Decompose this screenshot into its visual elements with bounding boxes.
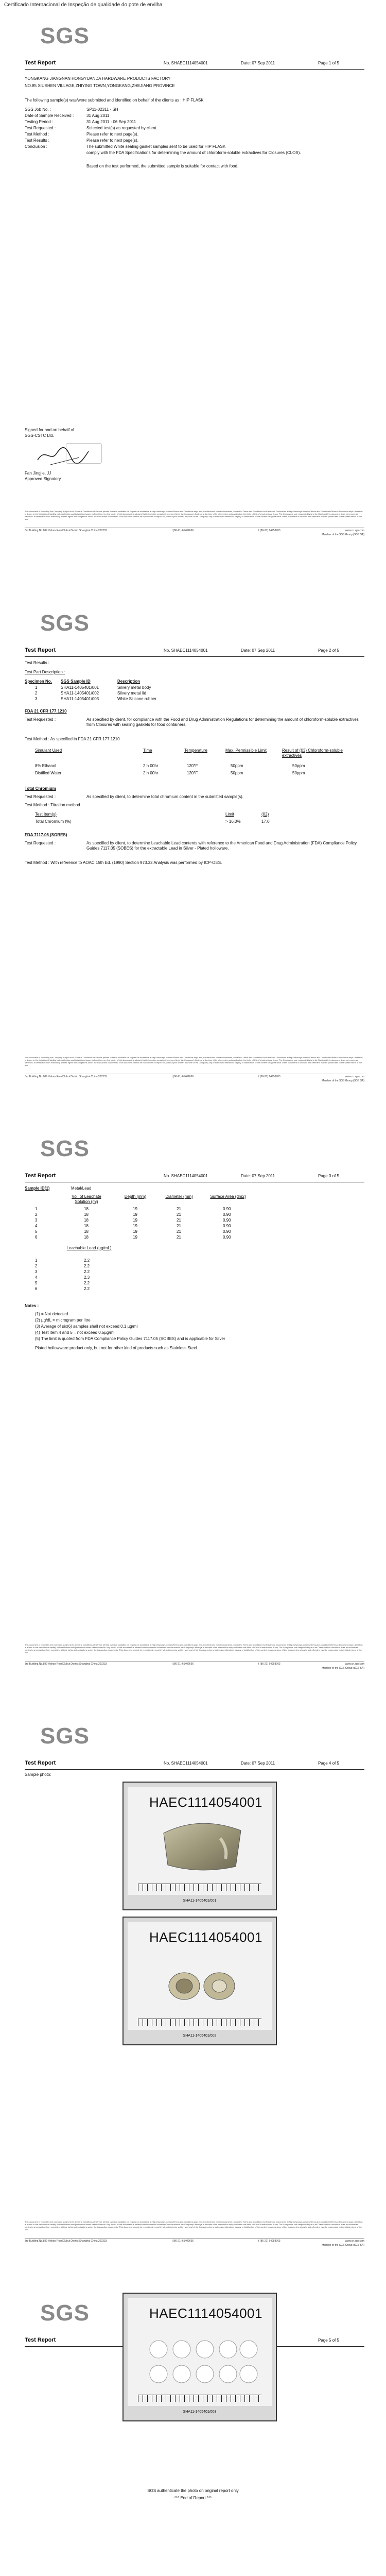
note-item: Plated hollowware product only, but not for other kind of products such as Stainless Steel.	[35, 1346, 198, 1350]
row-no: 3	[35, 1218, 38, 1223]
report-header	[25, 647, 364, 655]
t1-result: 50ppm	[292, 771, 305, 775]
signer-title: Approved Signatory	[25, 477, 61, 481]
header-rule	[25, 1769, 364, 1770]
t1-temp: 120°F	[187, 771, 198, 775]
t1-time: 2 h 00hr	[143, 764, 159, 768]
col-leachable-lead: Leachable Lead (µg/mL)	[66, 1246, 112, 1250]
row-no: 5	[35, 1229, 38, 1234]
t1-limit: 50ppm	[231, 771, 243, 775]
info-key: Test Requested :	[25, 126, 56, 130]
report-page-3	[4, 1128, 382, 1705]
photo-background	[128, 1922, 272, 2030]
report-number: No. SHAEC1114054001	[164, 1761, 208, 1766]
footer-fax: f (86-21) 64958763	[258, 1075, 280, 1078]
tc-col-limit: Limit	[225, 812, 234, 817]
sample-photo-gasket	[122, 2293, 277, 2421]
note-item: (1) = Not detected	[35, 1312, 68, 1316]
conclusion-statement: Based on the test performed, the submitted sample is suitable for contact with food.	[86, 164, 239, 168]
col-volume: Vol. of Leachate Solution (ml)	[72, 1194, 101, 1204]
sgs-logo: SGS	[40, 23, 90, 48]
footer-address	[25, 528, 364, 532]
report-title: Test Report	[25, 647, 56, 653]
report-date: Date: 07 Sep 2011	[241, 61, 275, 65]
spec-desc: Silvery metal body	[117, 685, 151, 690]
row-volume: 18	[84, 1224, 89, 1228]
info-value: Selected test(s) as requested by client.	[86, 126, 157, 130]
report-number: No. SHAEC1114054001	[164, 648, 208, 653]
stamp-icon	[66, 443, 102, 464]
row-surface: 0.90	[223, 1218, 231, 1223]
fda-7117-request: As specified by client, to determine Leachable Lead contents with reference to the American Food and Drug Administration (FDA) Compliance Policy Guides 7117.05 (SOBES) for the extractable Lead in Silver - Plated holloware.	[86, 841, 357, 851]
tc-limit: > 16.0%	[225, 819, 241, 824]
test-requested-label: Test Requested :	[25, 794, 56, 799]
col-surface: Surface Area (dm2)	[210, 1194, 246, 1199]
row-surface: 0.90	[223, 1207, 231, 1211]
lead-value: 2.2	[84, 1264, 90, 1268]
lead-no: 3	[35, 1269, 38, 1274]
scale-ruler	[138, 2395, 261, 2402]
flask-lid-image	[159, 1958, 246, 2009]
footer-fine-print: This document is issued by the Company subject to its General Conditions of Service printed overleaf, available on request or accessible at http://www.sgs.com/en/Terms-and-Conditions.aspx and, for electronic format documents, subject to Terms and Conditions for Electronic Documents at http://www.sgs.com/en/Terms-and-Conditions/Terms-e-Document.aspx. Attention is drawn to the limitation of liability, indemnification and jurisdiction issues defined therein. Any holder of this document is advised that information contained hereon reflects the Company's findings at the time of its intervention only and within the limits of Client's instructions, if any. The Company's sole responsibility is to its Client and this document does not exonerate parties to a transaction from exercising all their rights and obligations under the transaction documents. This document cannot be reproduced except in full, without prior written approval of the Company. Any unauthorized alteration, forgery or falsification of the content or appearance of this document is unlawful and offenders may be prosecuted to the fullest extent of the law.	[25, 510, 363, 520]
sgs-logo: SGS	[40, 611, 90, 636]
t1-col-limit: Max. Permissible Limit	[225, 748, 267, 753]
note-item: (3) Average of six(6) samples shall not exceed 0.1 µg/ml	[35, 1324, 138, 1329]
company-name: YONGKANG JIANGNAN HONGYUANDA HARDWARE PRODUCTS FACTORY	[25, 76, 171, 81]
sgs-logo: SGS	[40, 1723, 90, 1749]
signer-name: Fan Jingjie, JJ	[25, 471, 51, 476]
spec-id: SHA11-1405401/001	[61, 685, 99, 690]
report-page-1	[4, 15, 382, 592]
spec-no: 2	[35, 691, 38, 696]
row-volume: 18	[84, 1218, 89, 1223]
report-header	[25, 1173, 364, 1181]
row-surface: 0.90	[223, 1224, 231, 1228]
sgs-logo: SGS	[40, 2300, 90, 2326]
tc-result: 17.0	[261, 819, 270, 824]
signed-org: SGS-CSTC Ltd.	[25, 433, 54, 438]
signed-for: Signed for and on behalf of	[25, 428, 75, 432]
sample-photo-lid	[122, 1917, 277, 2045]
footer-fine-print: This document is issued by the Company subject to its General Conditions of Service printed overleaf, available on request or accessible at http://www.sgs.com/en/Terms-and-Conditions.aspx and, for electronic format documents, subject to Terms and Conditions for Electronic Documents at http://www.sgs.com/en/Terms-and-Conditions/Terms-e-Document.aspx. Attention is drawn to the limitation of liability, indemnification and jurisdiction issues defined therein. Any holder of this document is advised that information contained hereon reflects the Company's findings at the time of its intervention only and within the limits of Client's instructions, if any. The Company's sole responsibility is to its Client and this document does not exonerate parties to a transaction from exercising all their rights and obligations under the transaction documents. This document cannot be reproduced except in full, without prior written approval of the Company. Any unauthorized alteration, forgery or falsification of the content or appearance of this document is unlawful and offenders may be prosecuted to the fullest extent of the law.	[25, 1643, 363, 1654]
footer-web: www.cn.sgs.com	[345, 1663, 364, 1666]
tc-item: Total Chromium (%)	[35, 819, 72, 824]
lead-value: 2.2	[84, 1258, 90, 1263]
row-volume: 18	[84, 1212, 89, 1217]
t1-col-simulant: Simulant Used	[35, 748, 62, 753]
lead-no: 4	[35, 1275, 38, 1280]
photo-caption: SHA11-1405401/001	[183, 1899, 217, 1903]
notes-heading: Notes :	[25, 1303, 39, 1308]
chromium-request: As specified by client, to determine total chromium content in the submitted sample(s).	[86, 794, 244, 799]
note-item: (2) µg/dL = microgram per litre	[35, 1318, 91, 1323]
photo-background	[128, 2298, 272, 2406]
spec-id: SHA11-1405401/002	[61, 691, 99, 696]
row-volume: 18	[84, 1207, 89, 1211]
row-depth: 19	[133, 1235, 137, 1240]
company-address: NO.85 XIUSHEN VILLAGE,ZHIYING TOWN,YONGKANG,ZHEJIANG PROVINCE	[25, 83, 175, 88]
report-number: No. SHAEC1114054001	[164, 1174, 208, 1178]
info-value: 31 Aug 2011 - 06 Sep 2011	[86, 120, 136, 124]
end-of-report: *** End of Report ***	[174, 2496, 212, 2500]
t1-time: 2 h 00hr	[143, 771, 159, 775]
page-footer	[25, 2221, 364, 2247]
sgs-logo: SGS	[40, 1136, 90, 1161]
col-depth: Depth (mm)	[124, 1194, 147, 1199]
t1-simulant: Distilled Water	[35, 771, 62, 775]
chromium-method: Test Method : Titration method	[25, 803, 80, 807]
report-title: Test Report	[25, 2337, 56, 2343]
footer-phone: t (86-21) 61402666	[171, 1663, 194, 1666]
lead-no: 1	[35, 1258, 38, 1263]
scale-ruler	[138, 2019, 261, 2026]
t1-col-time: Time	[143, 748, 152, 753]
footer-address-text: 3rd Building,No.889 Yishan Road Xuhui District Shanghai China 200233	[25, 1075, 107, 1078]
footer-member: Member of the SGS Group (SGS SA)	[322, 533, 364, 537]
photo-caption: SHA11-1405401/002	[183, 2034, 217, 2038]
fda-7117-method: Test Method : With reference to AOAC 15th Ed. (1990) Section 973.32 Analysis was performed by ICP-OES.	[25, 860, 222, 865]
info-key: Date of Sample Received :	[25, 113, 74, 118]
page-footer	[25, 1643, 364, 1670]
row-diameter: 21	[177, 1235, 181, 1240]
footer-phone: t (86-21) 61402666	[171, 2240, 194, 2243]
footer-phone: t (86-21) 61402666	[171, 529, 194, 532]
spec-id: SHA11-1405401/003	[61, 697, 99, 701]
header-rule	[25, 69, 364, 70]
authenticate-note: SGS authenticate the photo on original report only	[147, 2488, 239, 2493]
footer-phone: t (86-21) 61402666	[171, 1075, 194, 1078]
spec-col-no: Specimen No.	[25, 679, 52, 684]
footer-address	[25, 2238, 364, 2243]
note-item: (4) Test item 4 and 5 = not exceed 0.5µg/ml	[35, 1330, 115, 1335]
page-number: Page 3 of 5	[318, 1174, 339, 1178]
info-value: The submitted White sealing gasket samples sent to be used for HIP FLASK	[86, 144, 226, 149]
row-volume: 18	[84, 1235, 89, 1240]
row-diameter: 21	[177, 1224, 181, 1228]
info-value: Please refer to next page(s).	[86, 138, 138, 143]
lead-value: 2.3	[84, 1275, 90, 1280]
footer-fax: f (86-21) 64958763	[258, 1663, 280, 1666]
info-key: Testing Period :	[25, 120, 54, 124]
photo-label: HAEC1114054001	[149, 2306, 262, 2321]
report-page-2	[4, 603, 382, 1118]
t1-simulant: 8% Ethanol	[35, 764, 56, 768]
report-title: Test Report	[25, 1760, 56, 1766]
footer-address-text: 3rd Building,No.889 Yishan Road Xuhui District Shanghai China 200233	[25, 529, 107, 532]
col-diameter: Diameter (mm)	[165, 1194, 193, 1199]
row-diameter: 21	[177, 1229, 181, 1234]
row-depth: 19	[133, 1224, 137, 1228]
row-no: 4	[35, 1224, 38, 1228]
report-header	[25, 1760, 364, 1768]
info-key: Test Method :	[25, 132, 50, 137]
conclusion-detail: comply with the FDA Specifications for determining the amount of chloroform-soluble extractives for Closures (CLOS).	[86, 150, 301, 155]
row-depth: 19	[133, 1212, 137, 1217]
lead-no: 6	[35, 1286, 38, 1291]
tc-col-result: (02)	[261, 812, 269, 817]
lead-value: 2.2	[84, 1281, 90, 1285]
footer-fine-print: This document is issued by the Company subject to its General Conditions of Service printed overleaf, available on request or accessible at http://www.sgs.com/en/Terms-and-Conditions.aspx and, for electronic format documents, subject to Terms and Conditions for Electronic Documents at http://www.sgs.com/en/Terms-and-Conditions/Terms-e-Document.aspx. Attention is drawn to the limitation of liability, indemnification and jurisdiction issues defined therein. Any holder of this document is advised that information contained hereon reflects the Company's findings at the time of its intervention only and within the limits of Client's instructions, if any. The Company's sole responsibility is to its Client and this document does not exonerate parties to a transaction from exercising all their rights and obligations under the transaction documents. This document cannot be reproduced except in full, without prior written approval of the Company. Any unauthorized alteration, forgery or falsification of the content or appearance of this document is unlawful and offenders may be prosecuted to the fullest extent of the law.	[25, 1056, 363, 1066]
row-surface: 0.90	[223, 1235, 231, 1240]
lead-value: 2.2	[84, 1286, 90, 1291]
fda-1210-method: Test Method : As specified in FDA 21 CFR 177.1210	[25, 737, 120, 741]
photo-caption: SHA11-1405401/003	[183, 2410, 217, 2414]
t1-limit: 50ppm	[231, 764, 243, 768]
lead-no: 2	[35, 1264, 38, 1268]
page-number: Page 4 of 5	[318, 1761, 339, 1766]
fda-7117-heading: FDA 7117.05 (SOBES)	[25, 833, 67, 837]
sample-heading: Sample ID(1)	[25, 1186, 50, 1191]
spec-desc: Silvery metal lid	[117, 691, 147, 696]
report-date: Date: 07 Sep 2011	[241, 1761, 275, 1766]
t1-col-temp: Temperature	[184, 748, 207, 753]
footer-member: Member of the SGS Group (SGS SA)	[322, 1079, 364, 1083]
photo-background	[128, 1787, 272, 1895]
report-date: Date: 07 Sep 2011	[241, 1174, 275, 1178]
scale-ruler	[138, 1884, 261, 1891]
report-title: Test Report	[25, 60, 56, 66]
row-diameter: 21	[177, 1207, 181, 1211]
footer-address-text: 3rd Building,No.889 Yishan Road Xuhui District Shanghai China 200233	[25, 1663, 107, 1666]
note-item: (5) The limit is quoted from FDA Compliance Policy Guides 7117.05 (SOBES) and is applicable for Silver	[35, 1336, 225, 1341]
spec-desc: White Silicone rubber	[117, 697, 157, 701]
footer-address-text: 3rd Building,No.889 Yishan Road Xuhui District Shanghai China 200233	[25, 2240, 107, 2243]
footer-fine-print: This document is issued by the Company subject to its General Conditions of Service printed overleaf, available on request or accessible at http://www.sgs.com/en/Terms-and-Conditions.aspx and, for electronic format documents, subject to Terms and Conditions for Electronic Documents at http://www.sgs.com/en/Terms-and-Conditions/Terms-e-Document.aspx. Attention is drawn to the limitation of liability, indemnification and jurisdiction issues defined therein. Any holder of this document is advised that information contained hereon reflects the Company's findings at the time of its intervention only and within the limits of Client's instructions, if any. The Company's sole responsibility is to its Client and this document does not exonerate parties to a transaction from exercising all their rights and obligations under the transaction documents. This document cannot be reproduced except in full, without prior written approval of the Company. Any unauthorized alteration, forgery or falsification of the content or appearance of this document is unlawful and offenders may be prosecuted to the fullest extent of the law.	[25, 2221, 363, 2231]
tc-col-item: Test Item(s)	[35, 812, 57, 817]
footer-member: Member of the SGS Group (SGS SA)	[322, 2244, 364, 2247]
info-key: Conclusion :	[25, 144, 48, 149]
intro-text: The following sample(s) was/were submitted and identified on behalf of the clients as : HIP FLASK	[25, 98, 204, 103]
photo-label: HAEC1114054001	[149, 1929, 262, 1945]
fda-1210-heading: FDA 21 CFR 177.1210	[25, 709, 67, 714]
results-heading: Test Results :	[25, 660, 50, 665]
row-depth: 19	[133, 1229, 137, 1234]
footer-web: www.cn.sgs.com	[345, 529, 364, 532]
info-key: Test Results :	[25, 138, 50, 143]
footer-address	[25, 1661, 364, 1666]
footer-fax: f (86-21) 64958763	[258, 529, 280, 532]
page-footer	[25, 510, 364, 537]
row-surface: 0.90	[223, 1229, 231, 1234]
row-no: 2	[35, 1212, 38, 1217]
page-number: Page 5 of 5	[318, 2338, 339, 2343]
page-number: Page 1 of 5	[318, 61, 339, 65]
footer-member: Member of the SGS Group (SGS SA)	[322, 1667, 364, 1670]
lead-value: 2.2	[84, 1269, 90, 1274]
report-number: No. SHAEC1114054001	[164, 61, 208, 65]
row-no: 1	[35, 1207, 38, 1211]
spec-no: 1	[35, 685, 38, 690]
row-diameter: 21	[177, 1218, 181, 1223]
page-number: Page 2 of 5	[318, 648, 339, 653]
metal-label: Metal/Lead	[71, 1186, 92, 1191]
t1-result: 50ppm	[292, 764, 305, 768]
sample-photo-heading: Sample photo:	[25, 1772, 51, 1777]
chromium-heading: Total Chromium	[25, 786, 56, 791]
footer-web: www.cn.sgs.com	[345, 2240, 364, 2243]
spec-col-id: SGS Sample ID	[61, 679, 91, 684]
footer-address	[25, 1074, 364, 1078]
report-page-4	[4, 1716, 382, 2282]
info-value: SP11-02311 - SH	[86, 107, 118, 112]
test-requested-label: Test Requested :	[25, 841, 56, 845]
row-volume: 18	[84, 1229, 89, 1234]
info-key: SGS Job No. :	[25, 107, 51, 112]
row-diameter: 21	[177, 1212, 181, 1217]
fda-1210-request: As specified by client, for compliance with the Food and Drug Administration Regulations for determining the amount of chloroform-soluble extractives from Closures with sealing gaskets for food containers.	[86, 717, 359, 727]
photo-label: HAEC1114054001	[149, 1794, 262, 1810]
footer-fax: f (86-21) 64958763	[258, 2240, 280, 2243]
document-caption: Certificado Internacional de Inspeção de qualidade do pote de ervilha	[4, 2, 163, 8]
test-requested-label: Test Requested :	[25, 717, 56, 722]
gasket-image	[143, 2334, 261, 2391]
row-depth: 19	[133, 1218, 137, 1223]
spec-no: 3	[35, 697, 38, 701]
lead-no: 5	[35, 1281, 38, 1285]
sample-photo-body	[122, 1782, 277, 1910]
page-footer	[25, 1056, 364, 1083]
spec-col-desc: Description	[117, 679, 141, 684]
report-date: Date: 07 Sep 2011	[241, 648, 275, 653]
part-description-heading: Test Part Description :	[25, 670, 65, 674]
row-surface: 0.90	[223, 1212, 231, 1217]
row-no: 6	[35, 1235, 38, 1240]
footer-web: www.cn.sgs.com	[345, 1075, 364, 1078]
flask-body-image	[159, 1818, 246, 1874]
t1-temp: 120°F	[187, 764, 198, 768]
report-header	[25, 60, 364, 68]
row-depth: 19	[133, 1207, 137, 1211]
report-page-5	[4, 2293, 382, 2576]
info-value: Please refer to next page(s).	[86, 132, 138, 137]
header-rule	[25, 656, 364, 657]
report-title: Test Report	[25, 1173, 56, 1179]
info-value: 31 Aug 2011	[86, 113, 110, 118]
t1-col-result: Result of (03) Chloroform-soluble extractives	[282, 748, 343, 758]
